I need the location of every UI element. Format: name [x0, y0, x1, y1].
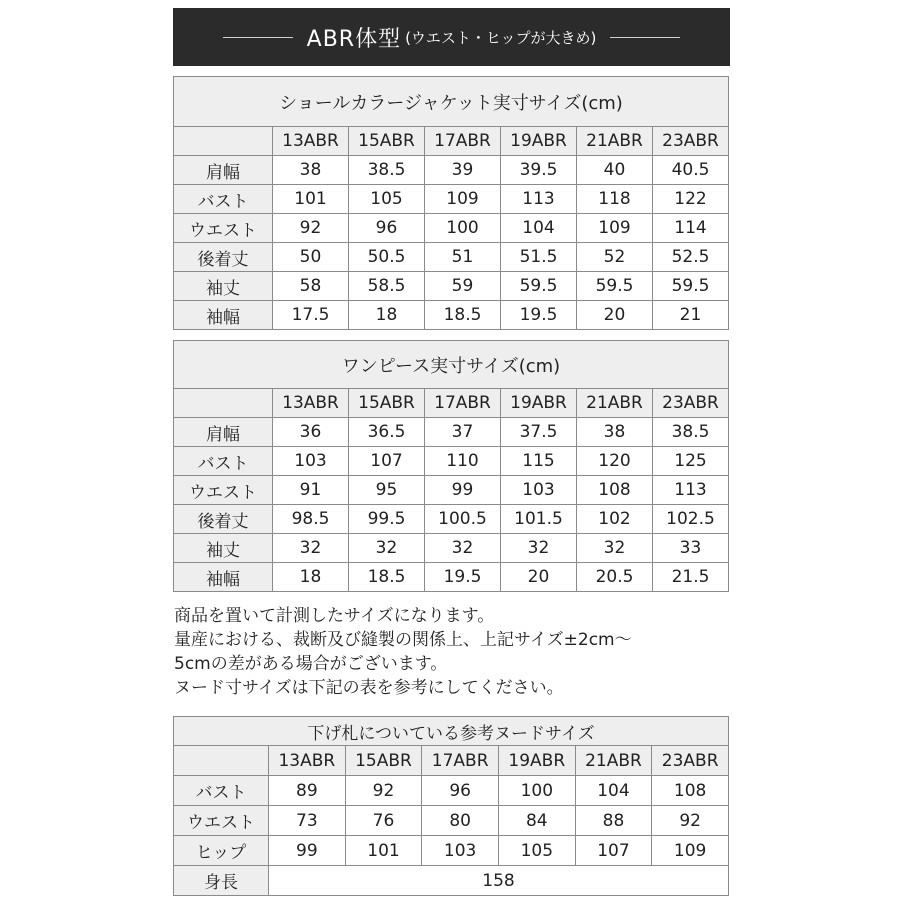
table-cell: 21.5 — [653, 563, 729, 592]
column-header: 13ABR — [269, 746, 346, 776]
table-cell: 96 — [422, 776, 499, 806]
row-label: ヒップ — [174, 836, 269, 866]
table-cell: 98.5 — [273, 505, 349, 534]
table-cell: 19.5 — [501, 301, 577, 330]
jacket-size-table — [173, 76, 729, 330]
table-cell: 19.5 — [425, 563, 501, 592]
table-cell: 104 — [501, 214, 577, 243]
table-cell: 32 — [349, 534, 425, 563]
row-label: ウエスト — [174, 214, 273, 243]
table-row — [174, 272, 729, 301]
table-cell: 37 — [425, 418, 501, 447]
corner-cell — [174, 389, 273, 418]
table-cell: 32 — [425, 534, 501, 563]
table-row — [174, 534, 729, 563]
table-cell: 59.5 — [501, 272, 577, 301]
table-cell: 18 — [349, 301, 425, 330]
row-label: 後着丈 — [174, 243, 273, 272]
table-cell: 105 — [498, 836, 575, 866]
table-row — [174, 447, 729, 476]
table-row — [174, 418, 729, 447]
onepiece-size-table — [173, 340, 729, 592]
row-label: ウエスト — [174, 476, 273, 505]
table-cell: 32 — [273, 534, 349, 563]
column-header: 21ABR — [577, 127, 653, 156]
table-cell: 110 — [425, 447, 501, 476]
table-cell: 51.5 — [501, 243, 577, 272]
right-rule — [610, 37, 680, 38]
title-banner — [173, 8, 730, 66]
table-cell: 59.5 — [653, 272, 729, 301]
table-cell: 39.5 — [501, 156, 577, 185]
row-label: バスト — [174, 185, 273, 214]
table-cell: 73 — [269, 806, 346, 836]
table-cell: 33 — [653, 534, 729, 563]
table-cell: 99 — [425, 476, 501, 505]
row-label: バスト — [174, 447, 273, 476]
column-header: 19ABR — [498, 746, 575, 776]
table-cell: 36.5 — [349, 418, 425, 447]
banner-title: ABR体型 — [306, 26, 402, 52]
column-header: 19ABR — [501, 389, 577, 418]
table-caption: ワンピース実寸サイズ(cm) — [174, 341, 729, 389]
table-cell: 21 — [653, 301, 729, 330]
table-cell: 91 — [273, 476, 349, 505]
table-cell: 95 — [349, 476, 425, 505]
column-header: 15ABR — [349, 127, 425, 156]
table-cell: 100 — [425, 214, 501, 243]
table-cell: 102.5 — [653, 505, 729, 534]
table-row — [174, 156, 729, 185]
table-cell: 40 — [577, 156, 653, 185]
table-cell: 52 — [577, 243, 653, 272]
table-cell: 122 — [653, 185, 729, 214]
table-row — [174, 185, 729, 214]
table-cell: 92 — [273, 214, 349, 243]
table-cell: 114 — [653, 214, 729, 243]
table-cell: 109 — [425, 185, 501, 214]
table-row — [174, 214, 729, 243]
table-row — [174, 243, 729, 272]
table-cell: 115 — [501, 447, 577, 476]
table-cell: 52.5 — [653, 243, 729, 272]
table-cell: 38 — [577, 418, 653, 447]
table-cell: 99 — [269, 836, 346, 866]
table-row — [174, 866, 729, 896]
column-header: 17ABR — [422, 746, 499, 776]
note-line: 商品を置いて計測したサイズになります。 — [174, 606, 495, 626]
column-header: 23ABR — [653, 389, 729, 418]
column-header: 13ABR — [273, 127, 349, 156]
table-cell: 103 — [273, 447, 349, 476]
column-header: 23ABR — [652, 746, 729, 776]
row-label: 身長 — [174, 866, 269, 896]
column-header: 17ABR — [425, 127, 501, 156]
table-cell: 84 — [498, 806, 575, 836]
table-row — [174, 563, 729, 592]
row-label: 肩幅 — [174, 156, 273, 185]
table-cell: 32 — [577, 534, 653, 563]
table-cell: 40.5 — [653, 156, 729, 185]
table-cell: 103 — [501, 476, 577, 505]
row-label: 肩幅 — [174, 418, 273, 447]
table-cell: 101 — [345, 836, 422, 866]
table-cell: 80 — [422, 806, 499, 836]
note-line: 5cmの差がある場合がございます。 — [174, 654, 448, 674]
table-cell: 38.5 — [653, 418, 729, 447]
column-header: 15ABR — [345, 746, 422, 776]
table-row — [174, 806, 729, 836]
table-row — [174, 505, 729, 534]
table-cell: 92 — [345, 776, 422, 806]
table-row — [174, 476, 729, 505]
column-header: 21ABR — [577, 389, 653, 418]
note-line: 量産における、裁断及び縫製の関係上、上記サイズ±2cm〜 — [174, 630, 632, 650]
table-cell: 58.5 — [349, 272, 425, 301]
table-cell: 20 — [577, 301, 653, 330]
table-row — [174, 301, 729, 330]
table-caption: 下げ札についている参考ヌードサイズ — [174, 717, 729, 746]
column-header: 21ABR — [575, 746, 652, 776]
column-header: 15ABR — [349, 389, 425, 418]
note-line: ヌード寸サイズは下記の表を参考にしてください。 — [174, 678, 564, 698]
table-cell: 104 — [575, 776, 652, 806]
column-header: 19ABR — [501, 127, 577, 156]
table-cell: 102 — [577, 505, 653, 534]
row-label: 袖幅 — [174, 301, 273, 330]
table-cell: 108 — [652, 776, 729, 806]
table-cell: 99.5 — [349, 505, 425, 534]
nude-size-table — [173, 716, 729, 896]
table-cell: 20.5 — [577, 563, 653, 592]
table-cell: 18.5 — [349, 563, 425, 592]
table-cell: 108 — [577, 476, 653, 505]
left-rule — [223, 37, 293, 38]
table-cell: 96 — [349, 214, 425, 243]
table-caption: ショールカラージャケット実寸サイズ(cm) — [174, 77, 729, 127]
table-cell: 36 — [273, 418, 349, 447]
table-cell: 125 — [653, 447, 729, 476]
table-cell: 17.5 — [273, 301, 349, 330]
table-cell: 32 — [501, 534, 577, 563]
row-label: 袖丈 — [174, 534, 273, 563]
height-value-cell: 158 — [269, 866, 729, 896]
table-cell: 38 — [273, 156, 349, 185]
row-label: バスト — [174, 776, 269, 806]
table-cell: 105 — [349, 185, 425, 214]
table-cell: 107 — [349, 447, 425, 476]
column-header: 13ABR — [273, 389, 349, 418]
table-cell: 89 — [269, 776, 346, 806]
table-cell: 18 — [273, 563, 349, 592]
table-row — [174, 776, 729, 806]
table-cell: 50 — [273, 243, 349, 272]
table-cell: 109 — [577, 214, 653, 243]
table-cell: 39 — [425, 156, 501, 185]
table-cell: 58 — [273, 272, 349, 301]
table-cell: 101 — [273, 185, 349, 214]
table-cell: 51 — [425, 243, 501, 272]
table-cell: 118 — [577, 185, 653, 214]
row-label: 後着丈 — [174, 505, 273, 534]
table-cell: 113 — [653, 476, 729, 505]
table-cell: 100.5 — [425, 505, 501, 534]
table-cell: 59 — [425, 272, 501, 301]
banner-subtitle: (ウエスト・ヒップが大きめ) — [405, 28, 597, 47]
table-cell: 50.5 — [349, 243, 425, 272]
table-cell: 18.5 — [425, 301, 501, 330]
table-cell: 100 — [498, 776, 575, 806]
table-cell: 37.5 — [501, 418, 577, 447]
table-cell: 101.5 — [501, 505, 577, 534]
table-cell: 92 — [652, 806, 729, 836]
column-header: 23ABR — [653, 127, 729, 156]
row-label: 袖幅 — [174, 563, 273, 592]
table-cell: 109 — [652, 836, 729, 866]
table-cell: 120 — [577, 447, 653, 476]
table-cell: 88 — [575, 806, 652, 836]
measurement-notes — [174, 604, 734, 700]
corner-cell — [174, 127, 273, 156]
corner-cell — [174, 746, 269, 776]
table-row — [174, 836, 729, 866]
table-cell: 20 — [501, 563, 577, 592]
table-cell: 103 — [422, 836, 499, 866]
table-cell: 76 — [345, 806, 422, 836]
row-label: 袖丈 — [174, 272, 273, 301]
table-cell: 38.5 — [349, 156, 425, 185]
row-label: ウエスト — [174, 806, 269, 836]
table-cell: 107 — [575, 836, 652, 866]
column-header: 17ABR — [425, 389, 501, 418]
table-cell: 113 — [501, 185, 577, 214]
table-cell: 59.5 — [577, 272, 653, 301]
